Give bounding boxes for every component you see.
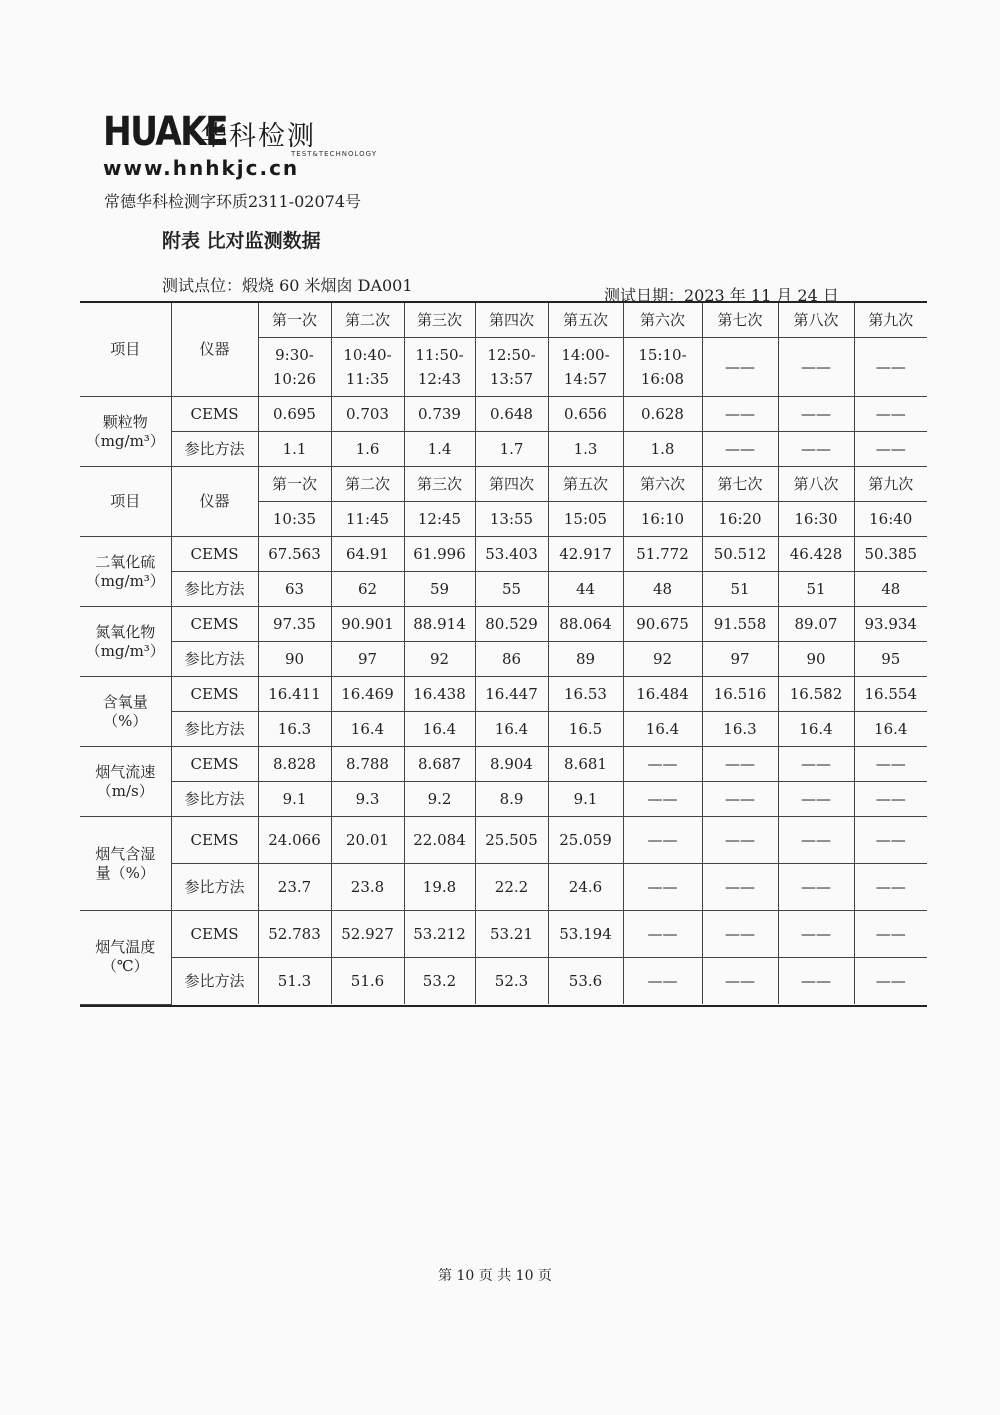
cems-value: 46.428 xyxy=(778,537,854,572)
reference-value: 22.2 xyxy=(475,864,548,911)
cems-value: 50.512 xyxy=(702,537,778,572)
run-header: 第一次 xyxy=(258,467,331,502)
cems-value: 53.21 xyxy=(475,911,548,958)
run-header: 第九次 xyxy=(854,467,927,502)
run-header: 第七次 xyxy=(702,303,778,338)
reference-value: —— xyxy=(854,782,927,817)
parameter-label xyxy=(80,747,171,817)
cems-value: 8.788 xyxy=(331,747,404,782)
cems-value: 16.447 xyxy=(475,677,548,712)
reference-value: —— xyxy=(702,432,778,467)
reference-value: 86 xyxy=(475,642,548,677)
cems-value: 16.438 xyxy=(404,677,475,712)
parameter-label xyxy=(80,677,171,747)
cems-value: 88.064 xyxy=(548,607,623,642)
run-time: —— xyxy=(854,338,927,397)
test-site: 测试点位：煅烧 60 米烟囱 DA001 xyxy=(162,276,413,295)
cems-value: 16.484 xyxy=(623,677,702,712)
reference-value: —— xyxy=(778,958,854,1005)
cems-value: 0.695 xyxy=(258,397,331,432)
table-row xyxy=(80,642,927,677)
reference-value: 16.4 xyxy=(404,712,475,747)
cems-value: —— xyxy=(778,397,854,432)
reference-value: 1.1 xyxy=(258,432,331,467)
instrument-reference: 参比方法 xyxy=(171,958,258,1005)
run-header: 第五次 xyxy=(548,303,623,338)
reference-value: 55 xyxy=(475,572,548,607)
reference-value: 1.4 xyxy=(404,432,475,467)
reference-value: 9.3 xyxy=(331,782,404,817)
run-time: 9:30-10:26 xyxy=(258,338,331,397)
cems-value: 8.687 xyxy=(404,747,475,782)
reference-value: —— xyxy=(854,958,927,1005)
reference-value: 16.3 xyxy=(258,712,331,747)
reference-value: 16.4 xyxy=(623,712,702,747)
cems-value: 53.212 xyxy=(404,911,475,958)
cems-value: 97.35 xyxy=(258,607,331,642)
table-row xyxy=(80,397,927,432)
cems-value: 0.656 xyxy=(548,397,623,432)
run-time: 10:35 xyxy=(258,502,331,537)
instrument-reference: 参比方法 xyxy=(171,712,258,747)
run-time: 15:10-16:08 xyxy=(623,338,702,397)
cems-value: 51.772 xyxy=(623,537,702,572)
run-time: 13:55 xyxy=(475,502,548,537)
logo-chinese-name: 华科检测 xyxy=(200,121,316,152)
instrument-cems: CEMS xyxy=(171,747,258,782)
reference-value: 1.6 xyxy=(331,432,404,467)
reference-value: 16.4 xyxy=(778,712,854,747)
parameter-unit: （mg/m³） xyxy=(85,431,165,450)
reference-value: 16.4 xyxy=(475,712,548,747)
run-header: 第八次 xyxy=(778,467,854,502)
parameter-name: 氮氧化物 xyxy=(95,622,156,641)
parameter-label xyxy=(80,537,171,607)
table-row xyxy=(80,747,927,782)
run-header: 第六次 xyxy=(623,303,702,338)
header-item: 项目 xyxy=(80,303,171,397)
table-row xyxy=(80,958,927,1005)
table-row xyxy=(80,712,927,747)
parameter-unit: 量（%） xyxy=(95,863,155,882)
cems-value: —— xyxy=(623,747,702,782)
cems-value: 91.558 xyxy=(702,607,778,642)
cems-value: 53.194 xyxy=(548,911,623,958)
table-row xyxy=(80,911,927,958)
parameter-label xyxy=(80,911,171,1005)
run-header: 第三次 xyxy=(404,467,475,502)
reference-value: 9.2 xyxy=(404,782,475,817)
cems-value: 89.07 xyxy=(778,607,854,642)
reference-value: —— xyxy=(702,782,778,817)
cems-value: 64.91 xyxy=(331,537,404,572)
cems-value: 0.648 xyxy=(475,397,548,432)
reference-value: 16.4 xyxy=(331,712,404,747)
reference-value: 48 xyxy=(623,572,702,607)
run-time: 14:00-14:57 xyxy=(548,338,623,397)
reference-value: 1.7 xyxy=(475,432,548,467)
run-header: 第九次 xyxy=(854,303,927,338)
logo-tagline: TEST&TECHNOLOGY xyxy=(291,150,377,158)
cems-value: 61.996 xyxy=(404,537,475,572)
run-time: 16:20 xyxy=(702,502,778,537)
reference-value: 51.6 xyxy=(331,958,404,1005)
cems-value: 8.681 xyxy=(548,747,623,782)
table-row xyxy=(80,432,927,467)
cems-value: 93.934 xyxy=(854,607,927,642)
run-header: 第四次 xyxy=(475,303,548,338)
reference-value: —— xyxy=(623,864,702,911)
reference-value: 97 xyxy=(331,642,404,677)
table-row xyxy=(80,864,927,911)
run-time: 11:50-12:43 xyxy=(404,338,475,397)
cems-value: 16.516 xyxy=(702,677,778,712)
cems-value: —— xyxy=(854,397,927,432)
run-header: 第六次 xyxy=(623,467,702,502)
cems-value: —— xyxy=(778,911,854,958)
cems-value: 50.385 xyxy=(854,537,927,572)
cems-value: 53.403 xyxy=(475,537,548,572)
reference-value: 23.7 xyxy=(258,864,331,911)
run-header: 第一次 xyxy=(258,303,331,338)
logo-mark: HUAKE xyxy=(103,109,227,155)
cems-value: —— xyxy=(702,911,778,958)
reference-value: 16.5 xyxy=(548,712,623,747)
run-header: 第四次 xyxy=(475,467,548,502)
run-header: 第二次 xyxy=(331,467,404,502)
parameter-unit: （%） xyxy=(103,711,148,730)
report-number: 常德华科检测字环质2311-02074号 xyxy=(104,192,362,211)
reference-value: 59 xyxy=(404,572,475,607)
run-time: 15:05 xyxy=(548,502,623,537)
instrument-reference: 参比方法 xyxy=(171,572,258,607)
cems-value: 22.084 xyxy=(404,817,475,864)
reference-value: 19.8 xyxy=(404,864,475,911)
reference-value: —— xyxy=(854,864,927,911)
reference-value: 53.2 xyxy=(404,958,475,1005)
reference-value: —— xyxy=(778,432,854,467)
reference-value: 51 xyxy=(702,572,778,607)
table-row xyxy=(80,537,927,572)
parameter-name: 烟气含湿 xyxy=(95,844,156,863)
header-instrument: 仪器 xyxy=(171,467,258,537)
reference-value: 9.1 xyxy=(258,782,331,817)
reference-value: —— xyxy=(623,958,702,1005)
run-header: 第八次 xyxy=(778,303,854,338)
header-item: 项目 xyxy=(80,467,171,537)
parameter-name: 颗粒物 xyxy=(102,412,148,431)
cems-value: 80.529 xyxy=(475,607,548,642)
reference-value: 51 xyxy=(778,572,854,607)
reference-value: —— xyxy=(778,864,854,911)
cems-value: 20.01 xyxy=(331,817,404,864)
page-title: 附表 比对监测数据 xyxy=(162,230,321,252)
cems-value: 8.904 xyxy=(475,747,548,782)
parameter-name: 烟气温度 xyxy=(95,938,156,957)
cems-value: 90.901 xyxy=(331,607,404,642)
parameter-name: 含氧量 xyxy=(102,692,148,711)
parameter-unit: （mg/m³） xyxy=(85,571,165,590)
reference-value: 1.8 xyxy=(623,432,702,467)
parameter-label xyxy=(80,397,171,467)
cems-value: 16.53 xyxy=(548,677,623,712)
instrument-cems: CEMS xyxy=(171,537,258,572)
cems-value: 0.739 xyxy=(404,397,475,432)
cems-value: 52.927 xyxy=(331,911,404,958)
reference-value: —— xyxy=(854,432,927,467)
cems-value: —— xyxy=(623,911,702,958)
reference-value: 90 xyxy=(258,642,331,677)
table-row xyxy=(80,572,927,607)
table-row xyxy=(80,677,927,712)
parameter-unit: （m/s） xyxy=(96,781,154,800)
run-time: 16:30 xyxy=(778,502,854,537)
reference-value: 8.9 xyxy=(475,782,548,817)
reference-value: —— xyxy=(623,782,702,817)
run-time: 10:40-11:35 xyxy=(331,338,404,397)
cems-value: 24.066 xyxy=(258,817,331,864)
reference-value: 95 xyxy=(854,642,927,677)
cems-value: 16.469 xyxy=(331,677,404,712)
reference-value: 63 xyxy=(258,572,331,607)
cems-value: —— xyxy=(702,817,778,864)
cems-value: 25.059 xyxy=(548,817,623,864)
table-row xyxy=(80,607,927,642)
reference-value: 89 xyxy=(548,642,623,677)
run-header: 第七次 xyxy=(702,467,778,502)
cems-value: 16.554 xyxy=(854,677,927,712)
header-instrument: 仪器 xyxy=(171,303,258,397)
reference-value: 24.6 xyxy=(548,864,623,911)
cems-value: —— xyxy=(778,817,854,864)
reference-value: 97 xyxy=(702,642,778,677)
run-time: —— xyxy=(702,338,778,397)
reference-value: —— xyxy=(702,958,778,1005)
cems-value: —— xyxy=(854,817,927,864)
run-header: 第二次 xyxy=(331,303,404,338)
reference-value: 62 xyxy=(331,572,404,607)
reference-value: 53.6 xyxy=(548,958,623,1005)
cems-value: 52.783 xyxy=(258,911,331,958)
run-time: 12:50-13:57 xyxy=(475,338,548,397)
parameter-label xyxy=(80,607,171,677)
reference-value: 92 xyxy=(623,642,702,677)
reference-value: —— xyxy=(702,864,778,911)
instrument-reference: 参比方法 xyxy=(171,782,258,817)
run-header: 第五次 xyxy=(548,467,623,502)
run-time: 16:10 xyxy=(623,502,702,537)
cems-value: 16.411 xyxy=(258,677,331,712)
company-logo xyxy=(103,109,377,180)
parameter-name: 烟气流速 xyxy=(95,762,156,781)
instrument-cems: CEMS xyxy=(171,677,258,712)
instrument-reference: 参比方法 xyxy=(171,432,258,467)
instrument-cems: CEMS xyxy=(171,911,258,958)
cems-value: —— xyxy=(623,817,702,864)
cems-value: 16.582 xyxy=(778,677,854,712)
reference-value: 44 xyxy=(548,572,623,607)
reference-value: 92 xyxy=(404,642,475,677)
reference-value: —— xyxy=(778,782,854,817)
reference-value: 23.8 xyxy=(331,864,404,911)
reference-value: 52.3 xyxy=(475,958,548,1005)
reference-value: 16.3 xyxy=(702,712,778,747)
reference-value: 9.1 xyxy=(548,782,623,817)
run-time: 11:45 xyxy=(331,502,404,537)
cems-value: —— xyxy=(778,747,854,782)
parameter-label xyxy=(80,817,171,911)
cems-value: 90.675 xyxy=(623,607,702,642)
parameter-name: 二氧化硫 xyxy=(95,552,156,571)
run-time: —— xyxy=(778,338,854,397)
cems-value: 88.914 xyxy=(404,607,475,642)
reference-value: 51.3 xyxy=(258,958,331,1005)
instrument-cems: CEMS xyxy=(171,817,258,864)
reference-value: 16.4 xyxy=(854,712,927,747)
instrument-cems: CEMS xyxy=(171,397,258,432)
cems-value: 0.703 xyxy=(331,397,404,432)
logo-url: www.hnhkjc.cn xyxy=(103,156,300,180)
header-row xyxy=(80,303,927,338)
cems-value: 8.828 xyxy=(258,747,331,782)
cems-value: —— xyxy=(854,911,927,958)
instrument-reference: 参比方法 xyxy=(171,864,258,911)
parameter-unit: （℃） xyxy=(101,957,149,976)
cems-value: 42.917 xyxy=(548,537,623,572)
parameter-unit: （mg/m³） xyxy=(85,641,165,660)
comparison-table xyxy=(80,301,927,1007)
cems-value: 0.628 xyxy=(623,397,702,432)
run-time: 12:45 xyxy=(404,502,475,537)
cems-value: 67.563 xyxy=(258,537,331,572)
cems-value: —— xyxy=(854,747,927,782)
table-row xyxy=(80,782,927,817)
reference-value: 1.3 xyxy=(548,432,623,467)
instrument-reference: 参比方法 xyxy=(171,642,258,677)
table-row xyxy=(80,817,927,864)
cems-value: —— xyxy=(702,747,778,782)
cems-value: 25.505 xyxy=(475,817,548,864)
reference-value: 48 xyxy=(854,572,927,607)
run-time: 16:40 xyxy=(854,502,927,537)
cems-value: —— xyxy=(702,397,778,432)
run-header: 第三次 xyxy=(404,303,475,338)
page-footer: 第 10 页 共 10 页 xyxy=(438,1268,552,1284)
reference-value: 90 xyxy=(778,642,854,677)
header-row xyxy=(80,467,927,502)
test-date: 测试日期：2023 年 11 月 24 日 xyxy=(604,286,839,305)
instrument-cems: CEMS xyxy=(171,607,258,642)
